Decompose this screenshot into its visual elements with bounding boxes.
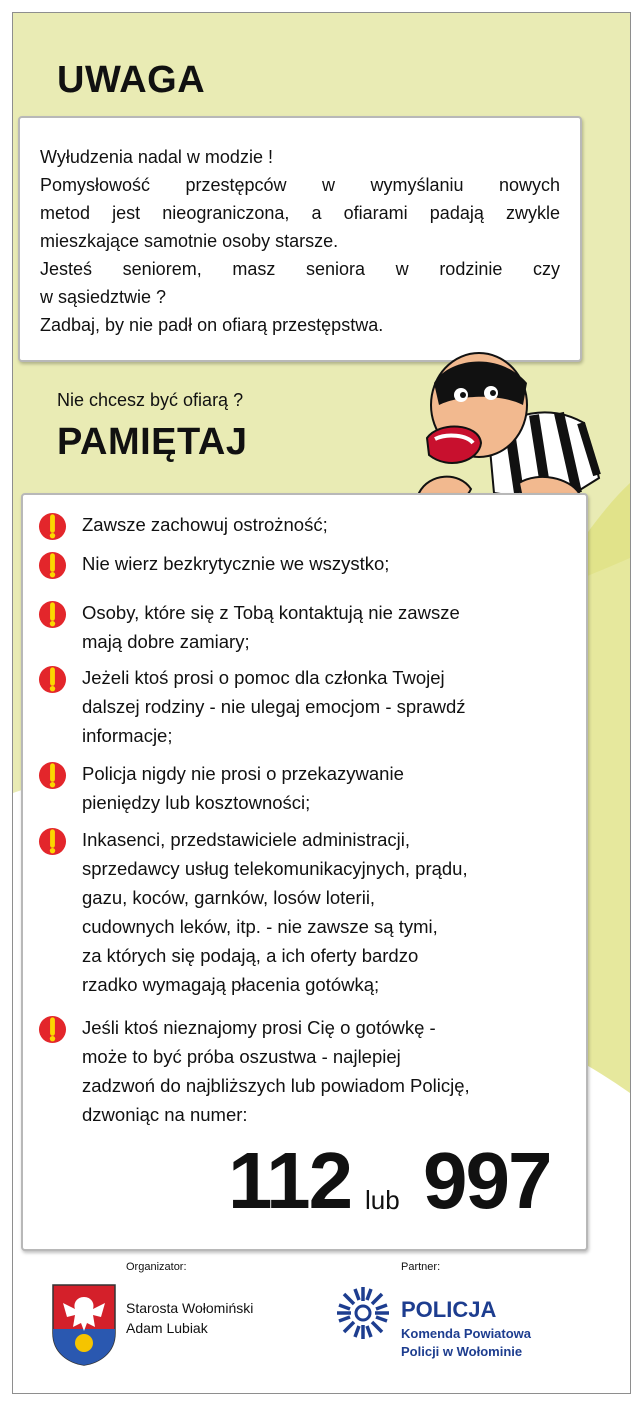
reminder-title: PAMIĘTAJ [57,421,248,463]
eagle-coat-of-arms-icon [51,1283,117,1367]
exclamation-warning-icon [38,1015,67,1044]
emergency-connector: lub [365,1185,400,1215]
intro-line: Zadbaj, by nie padł on ofiarą przestępstwa. [40,315,384,335]
organizer-label: Organizator: [126,1261,187,1273]
emergency-number-112: 112 [228,1136,352,1225]
organizer-name: Starosta Wołomiński [126,1300,254,1316]
tip-text: Policja nigdy nie prosi o przekazywanie pieniędzy lub kosztowności; [82,763,404,813]
tip-text: Jeżeli ktoś prosi o pomoc dla członka Twojej dalszej rodziny - nie ulegaj emocjom - sprawdź informacje; [82,667,466,746]
partner-label: Partner: [401,1261,441,1273]
reminder-question: Nie chcesz być ofiarą ? [57,390,244,410]
partner-line: Policji w Wołominie [401,1344,523,1359]
header-title: UWAGA [57,59,206,101]
tip-text: Osoby, które się z Tobą kontaktują nie zawsze mają dobre zamiary; [82,602,460,652]
exclamation-warning-icon [38,600,67,629]
exclamation-warning-icon [38,551,67,580]
exclamation-warning-icon [38,512,67,541]
poster [12,12,631,1394]
intro-line: w sąsiedztwie ? [40,287,167,307]
intro-line: mieszkające samotnie osoby starsze. [40,231,339,251]
emergency-number-997: 997 [423,1136,551,1225]
tip-text: Inkasenci, przedstawiciele administracji, sprzedawcy usług telekomunikacyjnych, prądu, gazu, koców, garnków, losów loterii, cudownych leków, itp. - nie zawsze są tymi, za których się podają, a ich oferty bardzo rzadko wymagają płacenia gotówką; [82,829,468,995]
tip-text: Zawsze zachowuj ostrożność; [82,514,328,535]
tip-text: Nie wierz bezkrytycznie we wszystko; [82,553,390,574]
partner-line: Komenda Powiatowa [401,1326,532,1341]
police-star-icon [335,1285,391,1341]
organizer-person: Adam Lubiak [126,1320,208,1336]
exclamation-warning-icon [38,665,67,694]
partner-name: POLICJA [401,1297,497,1322]
tips-list [38,510,598,1210]
exclamation-warning-icon [38,827,67,856]
intro-line: Wyłudzenia nadal w modzie ! [40,147,273,167]
exclamation-warning-icon [38,761,67,790]
intro-line: metod jest nieograniczona, a ofiarami padają zwykle [40,203,560,223]
tip-text: Jeśli ktoś nieznajomy prosi Cię o gotówkę - może to być próba oszustwa - najlepiej zadzwoń do najbliższych lub powiadom Policję, dzwoniąc na numer: [82,1017,470,1125]
intro-card [18,116,582,362]
intro-line: Jesteś seniorem, masz seniora w rodzinie czy [40,259,560,279]
intro-line: Pomysłowość przestępców w wymyślaniu nowych [40,175,560,195]
